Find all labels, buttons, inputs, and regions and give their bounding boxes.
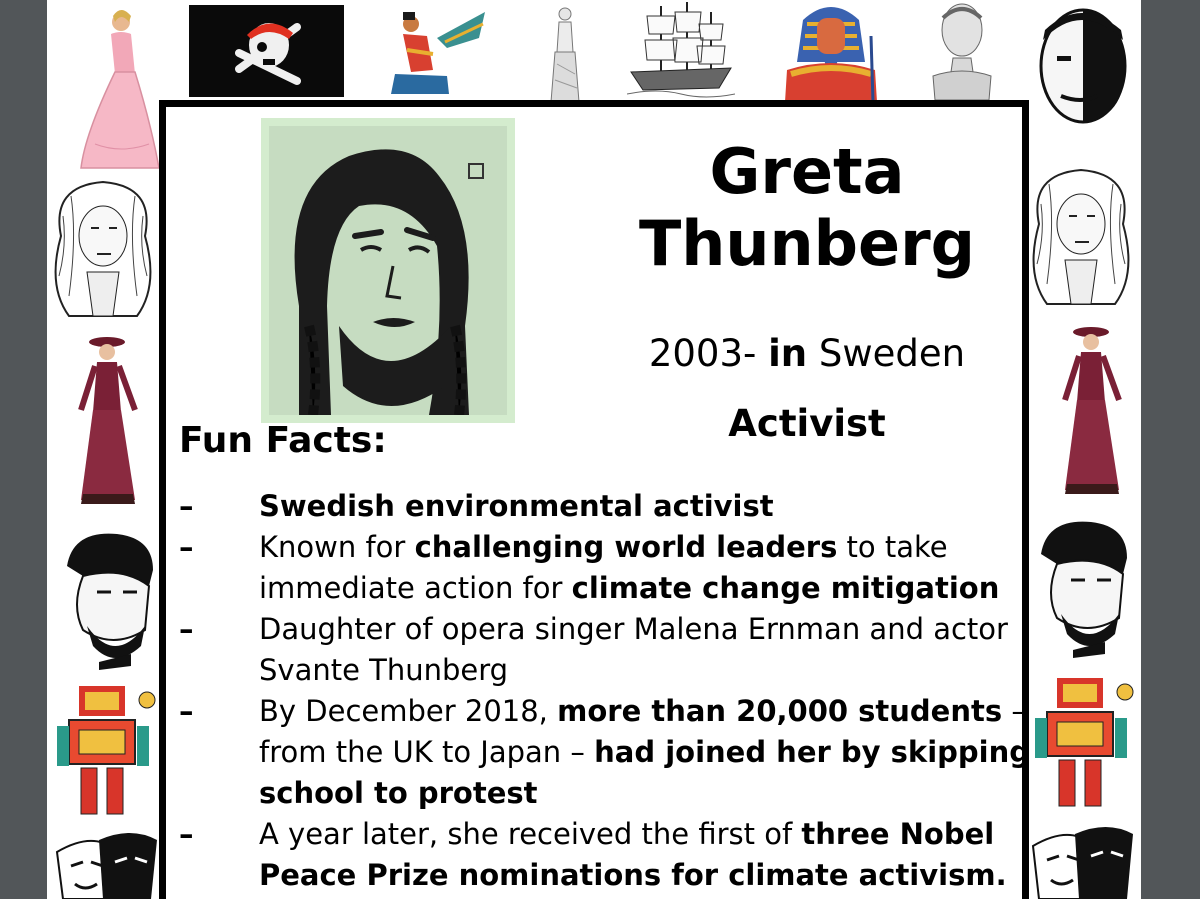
- fact-text: to take immediate action for: [259, 530, 948, 605]
- fact-text-bold: more than 20,000 students: [557, 694, 1003, 728]
- theatre-masks: [1027, 816, 1137, 899]
- fact-text: Known for: [259, 530, 415, 564]
- theatre-masks: [51, 826, 161, 899]
- aztec-figure: [49, 680, 159, 820]
- bullet-dash: –: [179, 694, 194, 728]
- fact-text: Daughter of opera singer Malena Ernman and actor Svante Thunberg: [259, 612, 1008, 687]
- edwardian-lady: [75, 332, 141, 512]
- fact-text-bold: three Nobel Peace Prize nominations for climate activism.: [259, 817, 1007, 892]
- bullet-dash: –: [179, 817, 194, 851]
- fact-item: [177, 814, 1037, 896]
- title-line-first: Greta: [709, 135, 905, 208]
- obama-portrait: [1021, 0, 1141, 144]
- birth-year: 2003-: [648, 332, 757, 375]
- fact-text: By December 2018,: [259, 694, 558, 728]
- fact-item: [177, 691, 1037, 814]
- worksheet-page: [47, 0, 1141, 899]
- page-title: [617, 136, 997, 280]
- isaac-newton: [1025, 164, 1137, 308]
- bullet-dash: –: [179, 530, 194, 564]
- role-label: Activist: [728, 402, 886, 445]
- fact-text-bold: Swedish environmental activist: [259, 489, 774, 523]
- fun-facts-list: [177, 486, 1037, 896]
- portrait-photo: [269, 126, 507, 415]
- birth-place: Sweden: [818, 332, 966, 375]
- edwardian-lady: [1059, 322, 1125, 502]
- fact-text-bold: climate change mitigation: [571, 571, 1000, 605]
- lady-in-pink-gown: [75, 4, 163, 170]
- fun-facts-heading: Fun Facts:: [179, 420, 387, 461]
- roman-bust: [929, 0, 995, 104]
- venus-statue: [545, 4, 585, 104]
- fact-item: [177, 486, 1037, 527]
- sailing-ship: [627, 2, 735, 100]
- dates-in: in: [768, 332, 808, 375]
- abraham-lincoln-caricature: [1027, 514, 1135, 658]
- fact-text: A year later, she received the first of: [259, 817, 802, 851]
- fact-text-bold: challenging world leaders: [414, 530, 838, 564]
- egyptian-goddess: [387, 4, 487, 98]
- bullet-dash: –: [179, 612, 194, 646]
- bullet-dash: –: [179, 489, 194, 523]
- pharaoh: [781, 0, 881, 102]
- abraham-lincoln-caricature: [53, 526, 161, 670]
- dates-line: [617, 332, 997, 375]
- fact-item: [177, 609, 1037, 691]
- pirate-flag: [189, 5, 344, 97]
- fact-item: [177, 527, 1037, 609]
- title-line-last: Thunberg: [638, 207, 976, 280]
- fact-text: – from the UK to Japan –: [259, 694, 1026, 769]
- fact-text-bold: had joined her by skipping school to protest: [259, 735, 1031, 810]
- isaac-newton: [47, 176, 159, 320]
- aztec-figure: [1027, 672, 1137, 812]
- portrait-photo-frame: [261, 118, 515, 423]
